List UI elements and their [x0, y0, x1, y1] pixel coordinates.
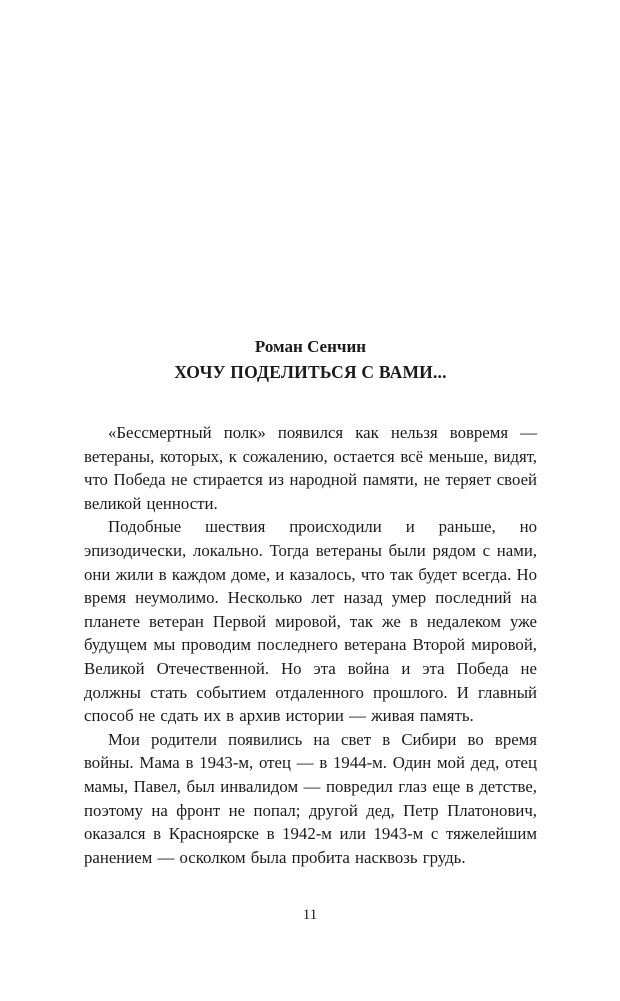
chapter-title: ХОЧУ ПОДЕЛИТЬСЯ С ВАМИ...	[174, 362, 447, 382]
paragraph: Подобные шествия происходили и раньше, но эпизодически, локально. Тогда ветераны были рядом с нами, они жили в каждом доме, и казалось, что так будет всегда. Но время неумолимо. Несколько лет назад умер последний на планете ветеран Первой мировой, так же в недалеком уже будущем мы проводим последнего ветерана Второй мировой, Великой Отечественной. Но эта война и эта Победа не должны стать событием отдаленного прошлого. И главный способ не сдать их в архив истории — живая память.	[84, 517, 537, 726]
body-text	[84, 421, 537, 869]
paragraph: «Бессмертный полк» появился как нельзя вовремя — ветераны, которых, к сожалению, остается всё меньше, видят, что Победа не стирается из народной памяти, не теряет своей великой ценности.	[84, 423, 537, 513]
author-name: Роман Сенчин	[254, 337, 367, 356]
paragraph: Мои родители появились на свет в Сибири во время войны. Мама в 1943-м, отец — в 1944-м. Один мой дед, отец мамы, Павел, был инвалидом — повредил глаз еще в детстве, поэтому на фронт не попал; другой дед, Петр Платонович, оказался в Красноярске в 1942-м или 1943-м с тяжелейшим ранением — осколком была пробита насквозь грудь.	[84, 729, 537, 867]
page-number: 11	[302, 907, 318, 923]
chapter-heading	[84, 334, 537, 386]
